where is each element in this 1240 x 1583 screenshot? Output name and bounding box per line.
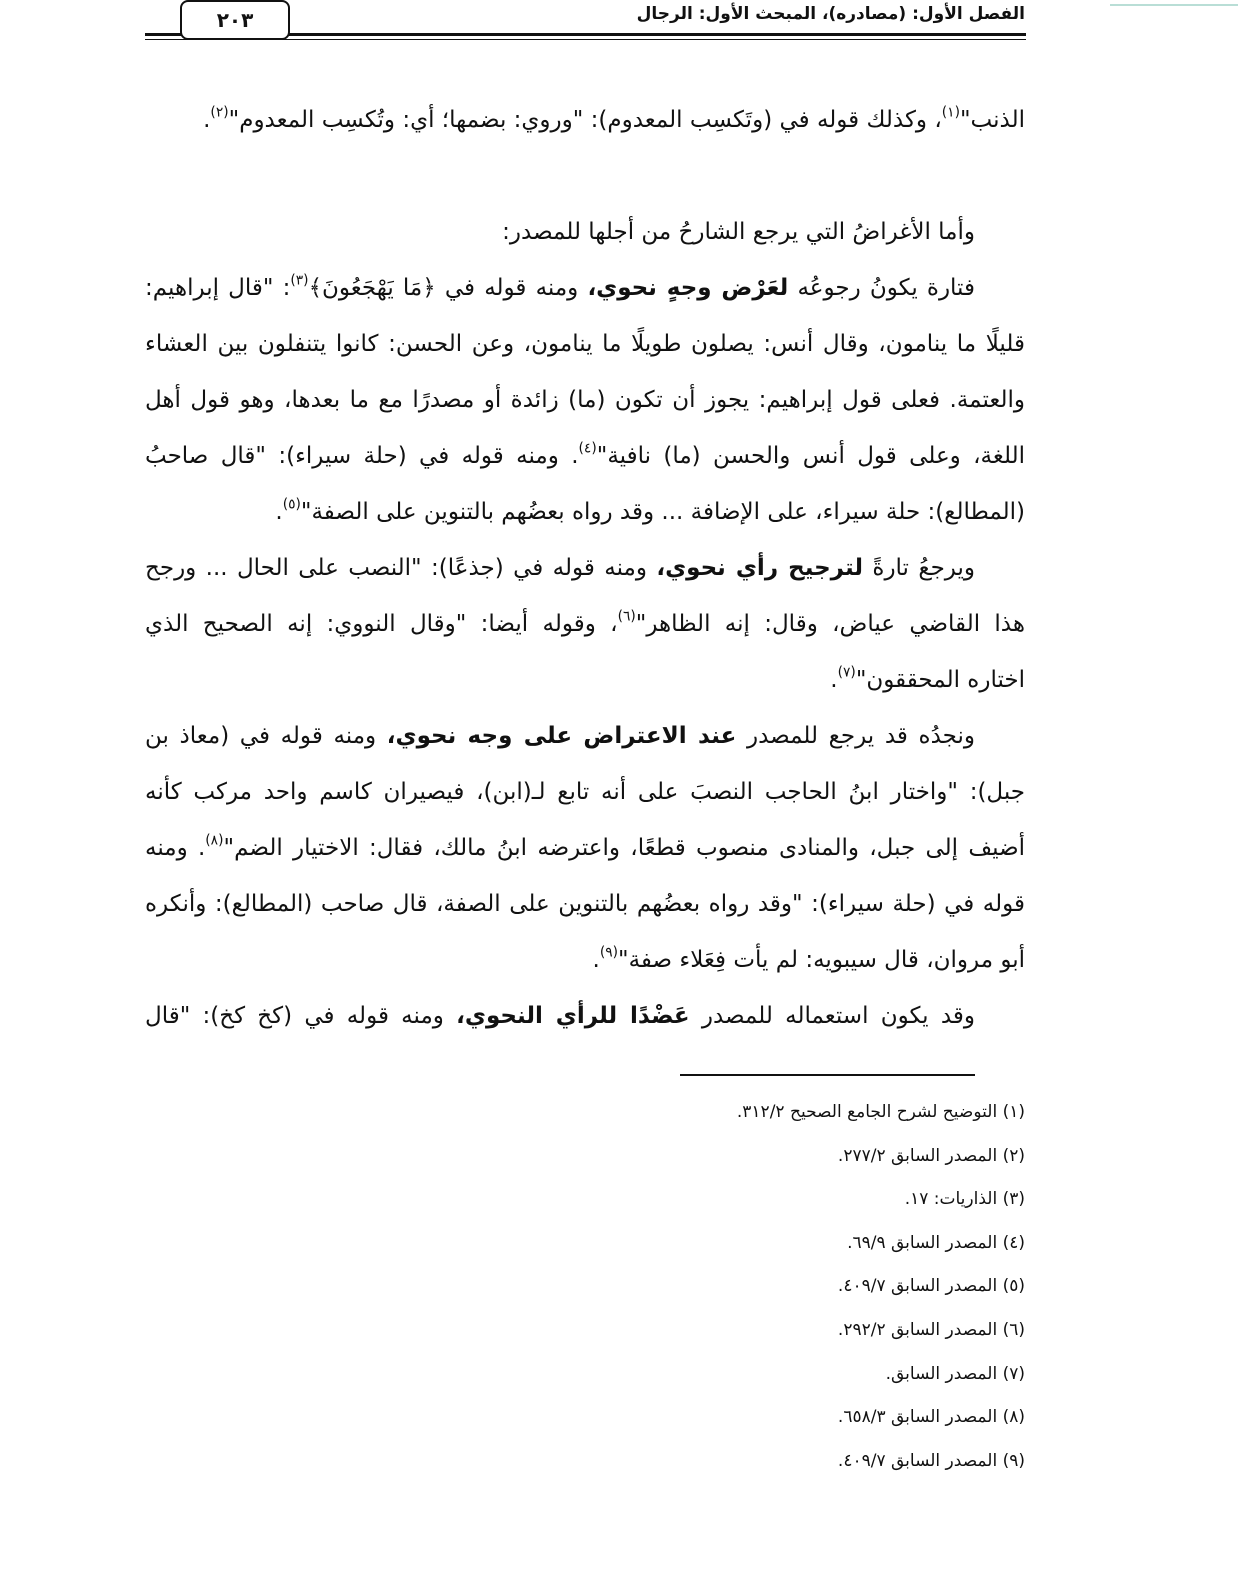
text-run: ومنه قوله في (كخ كخ): "قال: [145, 1003, 457, 1029]
footnote-text: المصدر السابق ٦٩/٩.: [847, 1232, 998, 1253]
text-line: [145, 428, 1025, 484]
footnote-number: (٣): [1002, 1189, 1025, 1210]
footnote-number: (٤): [1002, 1232, 1025, 1253]
footnote-ref: (٤): [578, 440, 597, 457]
text-run: فتارة يكونُ رجوعُه: [788, 275, 975, 301]
footnotes: [145, 1091, 1025, 1483]
emphasis-text: لترجيح رأي نحوي،: [656, 555, 864, 581]
footnote: [145, 1265, 1025, 1309]
text-run: : "قال إبراهيم:: [145, 275, 291, 301]
footnote: [145, 1222, 1025, 1266]
page-number-box: [180, 0, 290, 40]
footnote: [145, 1353, 1025, 1397]
text-line: [145, 708, 1025, 764]
page-number: ٢٠٣: [216, 8, 254, 32]
footnote: [145, 1135, 1025, 1179]
text-run: .: [275, 499, 283, 525]
footnote: [145, 1091, 1025, 1135]
footnote-text: المصدر السابق ٢٩٢/٢.: [837, 1319, 998, 1340]
text-line: [145, 372, 1025, 428]
text-line: [145, 764, 1025, 820]
text-run: اللغة، وعلى قول أنس والحسن (ما) نافية": [596, 443, 1025, 469]
footnote-number: (٦): [1002, 1319, 1025, 1340]
footnote-number: (٥): [1002, 1276, 1025, 1297]
text-run: قليلًا ما ينامون، وقال أنس: يصلون طويلًا ما ينامون، وعن الحسن: كانوا يتنفلون بين العشاء: [145, 331, 1025, 357]
footnote: [145, 1396, 1025, 1440]
text-run: وقد يكون استعماله للمصدر: [689, 1003, 976, 1029]
footnote-number: (٨): [1002, 1407, 1025, 1428]
text-line: [145, 652, 1025, 708]
text-run: ، وقوله أيضا: "وقال النووي: إنه الصحيح الذي: [145, 611, 618, 637]
text-run: .: [203, 107, 211, 133]
text-run: ومنه قوله في ﴿مَا يَهْجَعُونَ﴾: [308, 275, 588, 301]
footnote-ref: (٥): [282, 496, 301, 513]
text-run: ويرجعُ تارةً: [863, 555, 975, 581]
text-line: [145, 876, 1025, 932]
text-run: .: [830, 667, 838, 693]
text-run: والعتمة. فعلى قول إبراهيم: يجوز أن تكون (ما) زائدة أو مصدرًا مع ما بعدها، وهو قول أهل: [145, 387, 1025, 413]
footnote-ref: (٦): [617, 608, 636, 625]
running-header-title: الفصل الأول: (مصادره)، المبحث الأول: الرجال: [636, 4, 1025, 24]
footnote-ref: (١): [941, 104, 960, 121]
footnote-ref: (٩): [599, 944, 619, 961]
text-run: . ومنه: [145, 835, 206, 861]
text-run: جبل): "واختار ابنُ الحاجب النصبَ على أنه تابع لـ(ابن)، فيصيران كاسم واحد مركب كأنه: [145, 779, 1025, 805]
body-text: [145, 92, 1025, 1052]
footnote: [145, 1440, 1025, 1484]
paragraph: [145, 540, 1025, 708]
text-line: [145, 484, 1025, 540]
footnote-number: (٢): [1002, 1145, 1025, 1166]
footnote-text: المصدر السابق ٤٠٩/٧.: [837, 1450, 998, 1471]
text-run: ، وكذلك قوله في (وتَكسِب المعدوم): "وروي: بضمها؛ أي: وتُكسِب المعدوم": [228, 107, 942, 133]
text-line: [145, 988, 1025, 1044]
footnote-ref: (٨): [205, 832, 224, 849]
footnote-number: (٧): [1002, 1363, 1025, 1384]
paragraph: [145, 708, 1025, 988]
text-run: اختاره المحققون": [855, 667, 1025, 693]
text-line: [145, 260, 1025, 316]
text-run: وأما الأغراضُ التي يرجع الشارحُ من أجلها للمصدر:: [502, 219, 975, 245]
text-run: ومنه قوله في (معاذ بن: [145, 723, 387, 749]
footnote: [145, 1309, 1025, 1353]
text-line: [145, 204, 1025, 260]
paragraph: [145, 92, 1025, 148]
paragraph: [145, 204, 1025, 260]
footnote-ref: (٣): [290, 272, 309, 289]
paragraph: [145, 260, 1025, 540]
text-line: [145, 92, 1025, 148]
footnote: [145, 1178, 1025, 1222]
text-line: [145, 316, 1025, 372]
text-line: [145, 540, 1025, 596]
footnote-text: المصدر السابق.: [885, 1363, 998, 1384]
text-run: قوله في (حلة سيراء): "وقد رواه بعضُهم بالتنوين على الصفة، قال صاحب (المطالع): وأنكره: [145, 891, 1025, 917]
footnote-ref: (٧): [837, 664, 856, 681]
emphasis-text: لعَرْض وجهٍ نحوي،: [587, 275, 789, 301]
footnote-separator: [680, 1074, 975, 1076]
text-run: ومنه قوله في (جذعًا): "النصب على الحال ... ورجح: [145, 555, 657, 581]
footnote-text: التوضيح لشرح الجامع الصحيح ٣١٢/٢.: [736, 1102, 998, 1122]
text-line: [145, 932, 1025, 988]
footnote-text: المصدر السابق ٤٠٩/٧.: [837, 1276, 998, 1297]
edge-mark: [1110, 4, 1238, 6]
emphasis-text: عَضْدًا للرأي النحوي،: [456, 1003, 690, 1029]
footnote-ref: (٢): [210, 104, 229, 121]
text-line: [145, 596, 1025, 652]
text-run: أضيف إلى جبل، والمنادى منصوب قطعًا، واعترضه ابنُ مالك، فقال: الاختيار الضم": [223, 835, 1025, 861]
footnote-text: المصدر السابق ٢٧٧/٢.: [837, 1145, 998, 1166]
footnote-number: (١): [1002, 1102, 1025, 1122]
text-line: [145, 820, 1025, 876]
text-run: (المطالع): حلة سيراء، على الإضافة ... وقد رواه بعضُهم بالتنوين على الصفة": [300, 499, 1025, 525]
text-run: ونجدُه قد يرجع للمصدر: [736, 723, 976, 749]
text-run: . ومنه قوله في (حلة سيراء): "قال صاحبُ: [145, 443, 579, 469]
text-run: الذنب": [959, 107, 1025, 133]
footnote-text: الذاريات: ١٧.: [904, 1189, 998, 1210]
footnote-number: (٩): [1002, 1450, 1025, 1471]
emphasis-text: عند الاعتراض على وجه نحوي،: [386, 723, 737, 749]
text-run: .: [592, 947, 600, 973]
paragraph: [145, 988, 1025, 1044]
text-run: أبو مروان، قال سيبويه: لم يأت فِعَلاء صفة": [618, 947, 1025, 973]
text-run: هذا القاضي عياض، وقال: إنه الظاهر": [635, 611, 1025, 637]
footnote-text: المصدر السابق ٦٥٨/٣.: [837, 1407, 998, 1428]
